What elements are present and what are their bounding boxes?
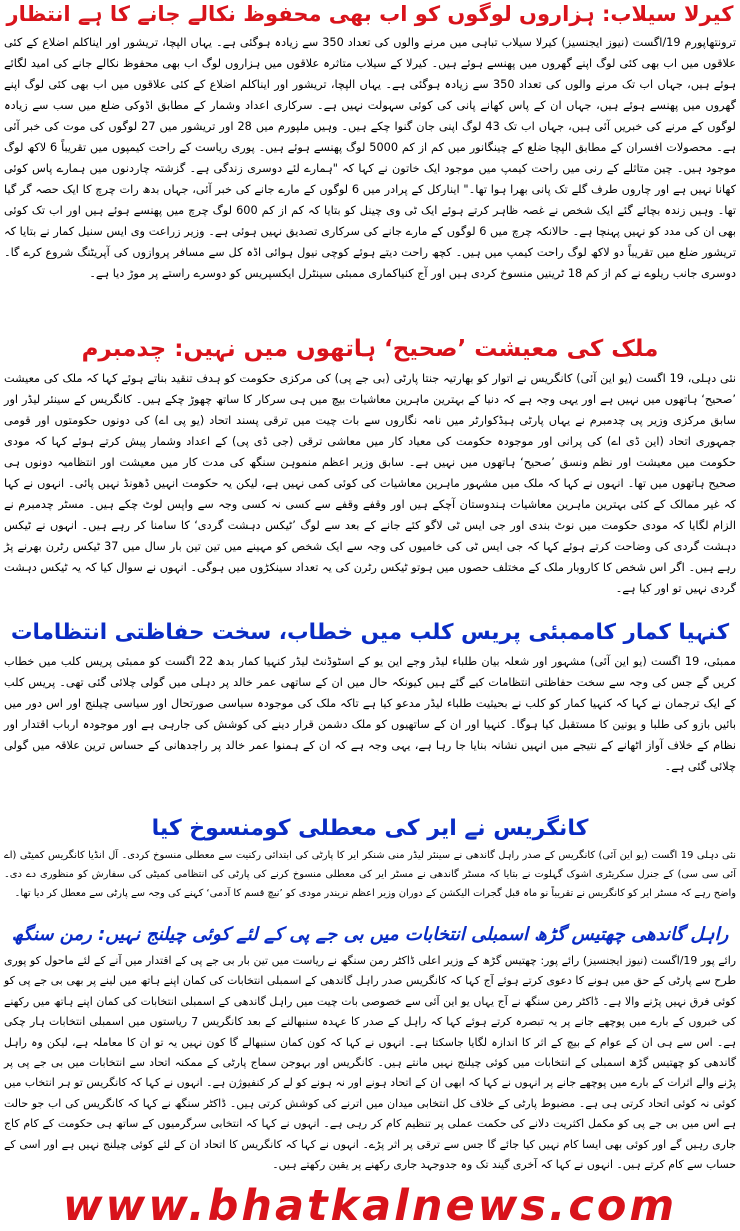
article-body: رائے پور 19/اگست (نیوز ایجنسیز) رائے پور: چھتیس گڑھ کے وزیر اعلی ڈاکٹر رمن سنگھ نے ریاست میں تین بار بی جے پی کے اقتدار میں آنے کے لئے ماحول کو پوری طرح سے پارٹی کے حق میں ہونے کا دعوی کرتے ہوئے آج کہا کہ کانگریس صدر راہل گاندھی کے اسمبلی انتخابات کی کمان اپنے ہاتھ میں لینے پر بھی بی جے پی کو کوئی فرق نہیں پڑنے والا ہے۔ ڈاکٹر رمن سنگھ نے آج یہاں یو این آئی سے خصوصی بات چیت میں راہل گاندھی کے اسمبلی انتخابات کی کمان اپنے ہاتھ میں رکھنے کی خبروں کے بارے میں پوچھے جانے پر یہ تبصرہ کرتے ہوئے کہا کہ راہل کے صدر کا عہدہ سنبھالنے کے بعد کانگریس 7 ریاستوں میں اسمبلی انتخابات ہار چکی ہے۔ اس سے ہی ان کے عوام کے بیچ کے اثر کا اندازہ لگایا جاسکتا ہے۔ انہوں نے کہا کہ کون کمان سنبھالے گا کون نہیں یہ تو ان کا معاملہ ہے، لیکن وہ راہل گاندھی کو چھتیس گڑھ اسمبلی کے انتخابات میں کوئی چیلنج نہیں مانتے ہیں۔ کانگریس اور بہوجن سماج پارٹی کے ممکنہ اتحاد سے انتخابات میں بی جے پی پر پڑنے والے اثرات کے بارے میں پوچھے جانے پر انہوں نے کہا کہ ابھی ان کے اتحاد ہونے اور نہ ہونے کو لے کر کنفیوژن ہے۔ انہوں نے کہا کہ کانگریس تو ہر انتخاب میں کوئی نہ کوئی اتحاد کرتی ہی ہے۔ مضبوط پارٹی کے خلاف کل انتخابی میدان میں اترنے کی کوشش کرتی ہیں۔ ڈاکٹر سنگھ نے کہا کہ کانگریس کی اب جو حالت ہے اس میں بی جے پی کو مکمل اکثریت دلانے کی حکمت عملی پر تنظیم کام کر رہی ہے۔ انہوں نے کہا کہ انتخابی سرگرمیوں کے ساتھ ہی حکومت کے کام کاج جاری رہیں گے اور کوئی بھی ایسا کام نہیں کیا جائے گا جس سے ترقی پر اثر پڑے۔ انہوں نے کہا کہ کانگریس کا اتحاد ان کے لئے کوئی چیلنج نہیں ہے اور اسی کے حساب سے کام کرتے ہیں۔ انہوں نے کہا کہ آخری گیند تک وہ جدوجہد جاری رکھنے پر یقین رکھتے ہیں۔ — [4, 954, 736, 1172]
article-body: نئی دہلی، 19 اگست (یو این آئی) کانگریس نے اتوار کو بھارتیہ جنتا پارٹی (بی جے پی) کی مرکزی حکومت کو ہدف تنقید بناتے ہوئے کہا کہ ملک کی معیشت ’صحیح‘ ہاتھوں میں نہیں ہے اور یہی وجہ ہے کہ دنیا کے بہترین ماہرین معاشیات بیچ میں ہی سرکار کا ساتھ چھوڑ چکے ہیں۔ کانگریس کے سینئر لیڈر اور سابق مرکزی وزیر پی چدمبرم نے یہاں پارٹی ہیڈکوارٹر میں نامہ نگاروں سے بات چیت میں ترقی پسند اتحاد (یو پی اے) کی دونوں حکومتوں اور قومی جمہوری اتحاد (این ڈی اے) کی پرانی اور موجودہ حکومت کی معیاد کار میں معاشی ترقی (جی ڈی پی) کے اعداد وشمار پیش کرتے ہوئے کہا کہ مودی حکومت میں معیشت اور نظم ونسق ’صحیح‘ ہاتھوں میں نہیں ہے۔ سابق وزیر اعظم منموہن سنگھ کی مدت کار میں معیشت اور انتظامیہ دونوں ہی صحیح ہاتھوں میں تھا۔ انہوں نے کہا کہ ملک میں مشہور ماہرین معاشیات کی کوئی کمی نہیں ہے، لیکن یہ حکومت انہیں ڈھونڈ نہیں پائی۔ انہوں نے کہا کہ غیر ممالک کے کئی بہترین ماہرین معاشیات ہندوستان آچکے ہیں اور وقفے وقفے سے کسی نہ کسی وجہ سے واپس لوٹ چکے ہیں۔ مسٹر چدمبرم نے الزام لگایا کہ مودی حکومت میں نوٹ بندی اور جی ایس ٹی لاگو کئے جانے کے بعد سے لوگ ’ٹیکس دہشت گردی‘ کا سامنا کر رہے ہیں۔ انہوں نے ٹیکس دہشت گردی کی وضاحت کرتے ہوئے کہا کہ جی ایس ٹی کی خامیوں کی وجہ سے ایک شخص کو مہینے میں تین تین بار سال میں 37 ٹیکس رٹرن بھرنے پڑ رہے ہیں۔ اگر اس شخص کا کاروبار ملک کے مختلف حصوں میں ہوتو ٹیکس رٹرن کی یہ تعداد سینکڑوں میں ہوگی۔ انہوں نے سوال کیا کہ یہ ٹیکس دہشت گردی نہیں تو اور کیا ہے۔ — [4, 372, 737, 595]
article-body: ممبئی، 19 اگست (یو این آئی) مشہور اور شعلہ بیان طلباء لیڈر وجے این یو کے اسٹوڈنٹ لیڈر کنہیا کمار بدھ 22 اگست کو ممبئی پریس کلب میں خطاب کریں گے جس کی وجہ سے سخت حفاظتی انتظامات کیے گئے ہیں کیونکہ حال میں ان کے ساتھی عمر خالد پر دہلی میں گولی چلائی گئی تھی۔ پریس کلب کے ایک ترجمان نے کہا کہ کنہیا کمار کو کلب نے بحیثیت طلباء لیڈر مدعو کیا ہے تاکہ ملک کی موجودہ سیاسی صورتحال اور سیاسی چیلنج اور اس دور میں بائیں بازو کی طلبا و یونین کا مستقبل کیا ہوگا۔ کنہیا اور ان کے ساتھیوں کو ملک دشمن قرار دینے کی کوشش کی جارہی ہے اور موجودہ ارباب اقتدار اور نظام کے خلاف آواز اٹھانے کے نتیجے میں انہیں نشانہ بنایا جا رہا ہے، یہی وجہ ہے کہ ان کے ہمنوا عمر خالد پر راجدھانی کے حساس ترین علاقہ میں گولی چلائی گئی ہے۔ — [4, 655, 736, 773]
headline: کنہیا کمار کاممبئی پریس کلب میں خطاب، سخت حفاظتی انتظامات — [10, 620, 730, 645]
headline: ملک کی معیشت ’صحیح‘ ہاتھوں میں نہیں: چدمبرم — [81, 336, 659, 362]
headline: کیرلا سیلاب: ہزاروں لوگوں کو اب بھی محفوظ نکالے جانے کا ہے انتظار — [6, 2, 734, 26]
article-raman-singh — [4, 924, 736, 1175]
site-url[interactable]: www.bhatkalnews.com — [62, 1181, 678, 1231]
article-kerala-floods — [4, 2, 736, 284]
article-body: ترونتھاپورم 19/اگست (نیوز ایجنسیز) کیرلا سیلاب تباہی میں مرنے والوں کی تعداد 350 سے زیادہ ہوگئی ہے۔ یہاں الپچا، تریشور اور ایناکلم اضلاع کے کئی علاقوں میں اب بھی کئی لوگ اپنے گھروں میں پھنسے ہوئے ہیں۔ کیرلا کے سیلاب متاثرہ علاقوں میں ہزاروں لوگ اب بھی محفوظ نکالے جانے کی امید لگائے ہوئے ہیں، جہاں اب تک مرنے والوں کی تعداد 350 سے زیادہ ہوگئی ہے۔ یہاں الپچا، تریشور اور ایناکلم اضلاع کے کئی علاقوں میں اب بھی کئی لوگ اپنے گھروں میں پھنسے ہوئے ہیں، جہاں ان کے پاس کھانے پانی کی کوئی سہولت نہیں ہے۔ سرکاری اعداد وشمار کے مطابق اڈوکی ضلع میں سب سے زیادہ لوگوں کے مرنے کی خبریں آئی ہیں، جہاں اب تک 43 لوگ اپنی جان گنوا چکے ہیں۔ وہیں ملپورم میں 28 اور تریشور میں 27 لوگوں کی موت کی خبر آئی ہے۔ محصولات افسران کے مطابق الپچا ضلع کے چینگانور میں کم از کم 5000 لوگ پھنسے ہوئے ہیں۔ پوری ریاست کے راحت کیمپوں میں تقریباً 6 لاکھ لوگ موجود ہیں۔ چین متاثلے کے رنی میں راحت کیمپ میں موجود ایک خاتون نے کہا کہ "ہمارے لئے دوسری زندگی ہے۔ گزشتہ چاردنوں میں ہمارے پاس کوئی کھانا نہیں ہے اور چاروں طرف گلے تک پانی بھرا ہوا تھا۔" اینارکل کے پرادر میں 6 لوگوں کے مارے جانے کی خبر آئی، جہاں بدھ رات چرچ کا ایک حصہ گر گیا تھا۔ وہیں زندہ بچائے گئے ایک شخص نے غصہ ظاہر کرتے ہوئے ایک ٹی وی چینل کو بتایا کہ کم از کم 600 لوگ چرچ میں پھنسے ہوئے ہیں اور اب تک کوئی بھی ان کی مدد کو نہیں پہنچا ہے۔ حالانکہ چرچ میں 6 لوگوں کے مارے جانے کی سرکاری تصدیق نہیں ہوئی ہے۔ وزیر زراعت وی ایس سنیل کمار نے بتایا کہ تریشور ضلع میں تقریباً دو لاکھ لوگ راحت کیمپ میں ہیں۔ کچھ راحت دیتے ہوئے کوچی نیول ہوائی اڈہ کل سے مسافر پروازوں کی آپریٹنگ شروع کرے گا۔ دوسری جانب ریلوے نے کم از کم 18 ٹرینیں منسوخ کردی ہیں اور آج کنیاکماری ممبئی سینٹرل ایکسپریس کو دوسرے راستے پر موڑ دیا ہے۔ — [4, 36, 736, 280]
article-body: نئی دہلی 19 اگست (یو این آئی) کانگریس کے صدر راہل گاندھی نے سینئر لیڈر منی شنکر ایر کا پارٹی کی ابتدائی رکنیت سے معطلی منسوخ کردی۔ آل انڈیا کانگریس کمیٹی (اے آئی سی سی) کے جنرل سکریٹری اشوک گہلوت نے بتایا کہ مسٹر گاندھی نے مسٹر ایر کی معطلی منسوخ کرنے کی پارٹی کی انتظامی کمیٹی کی سفارش کو منظوری دے دی۔ واضح رہے کہ مسٹر ایر کو کانگریس نے تقریباً نو ماہ قبل گجرات الیکشن کے دوران وزیر اعظم نریندر مودی کو ’نیچ قسم کا آدمی‘ کہنے کی وجہ سے پارٹی سے معطل کر دیا تھا۔ — [4, 850, 736, 899]
headline: راہل گاندھی چھتیس گڑھ اسمبلی انتخابات میں بی جے پی کے لئے کوئی چیلنج نہیں: رمن سنگھ — [11, 924, 729, 945]
article-economy-chidambaram — [4, 336, 736, 599]
article-aiyar-suspension — [4, 816, 736, 904]
site-footer — [0, 1181, 740, 1231]
headline: کانگریس نے ایر کی معطلی کومنسوخ کیا — [151, 816, 589, 841]
article-kanhaiya-kumar — [4, 620, 736, 777]
